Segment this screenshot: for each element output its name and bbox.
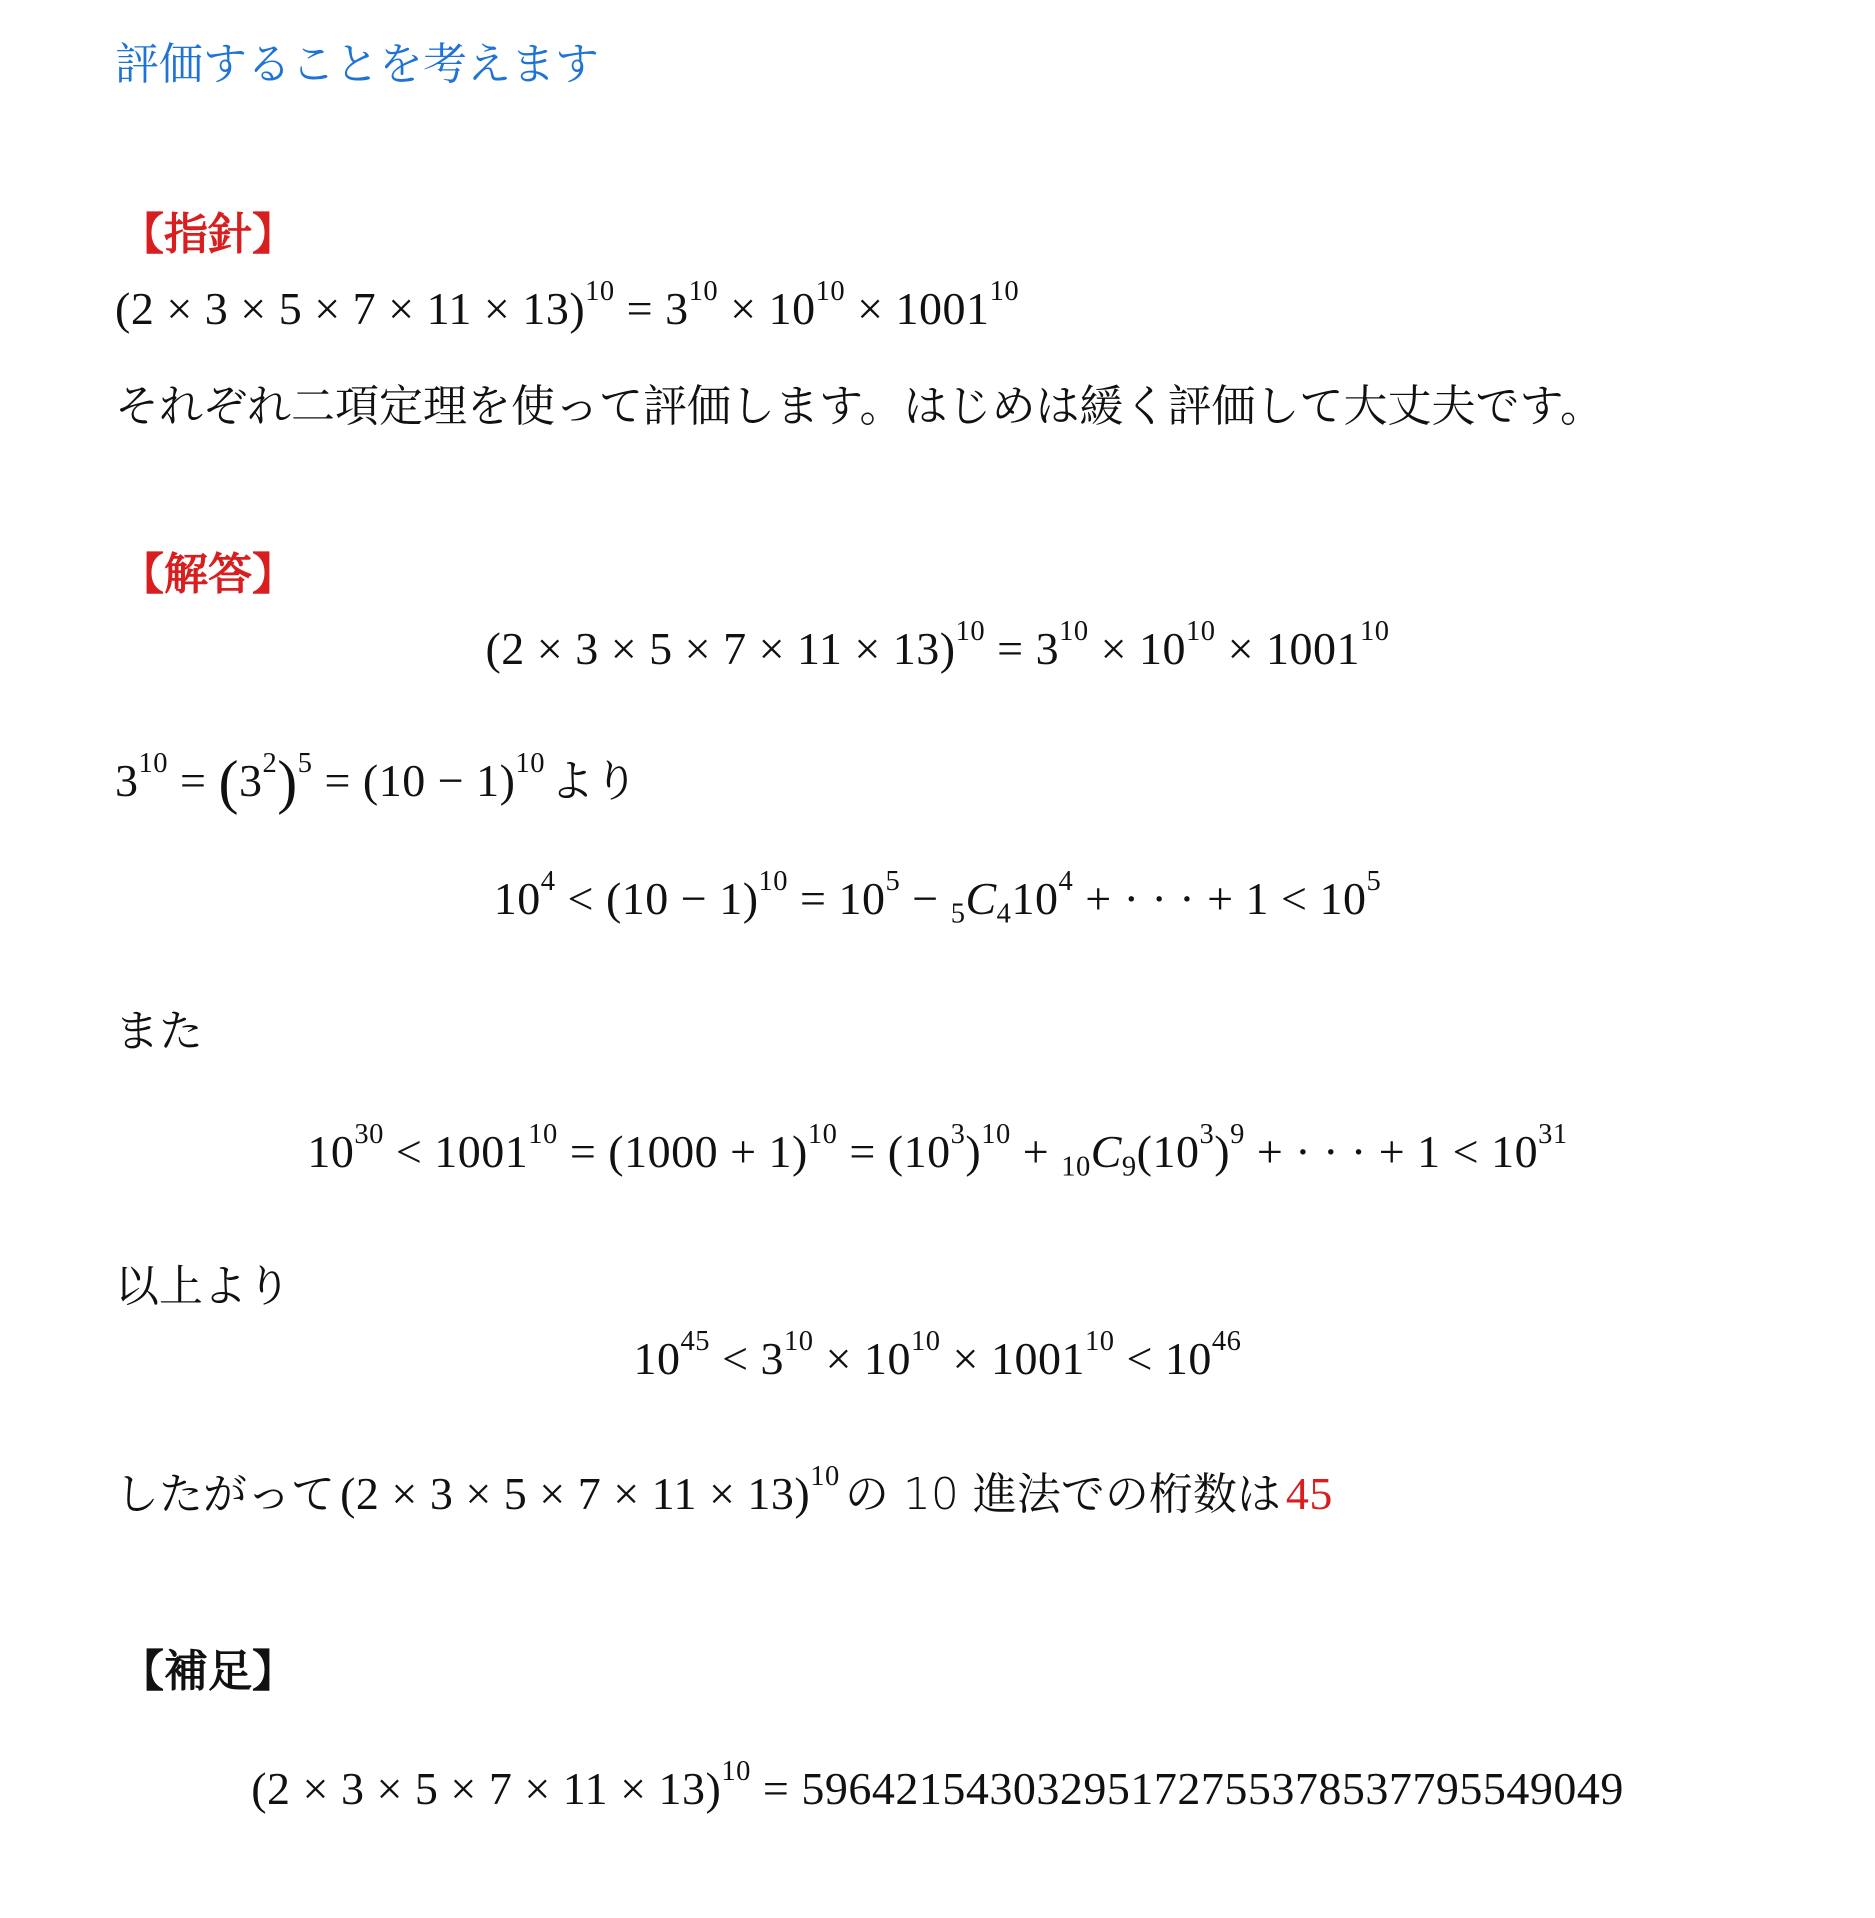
answer-value: 45 — [1285, 1468, 1333, 1519]
supplement-equation: $(2 \times 3 \times 5 \times 7 \times 11 \times 13)^{10} = 59642154303295172755378537795549049$ — [251, 1755, 1624, 1814]
conclusion-line — [115, 1458, 1333, 1522]
supplement-value: 59642154303295172755378537795549049 — [801, 1763, 1624, 1814]
yori-text: より — [550, 756, 639, 807]
answer-inequality-3: $10^{45} < 3^{10} \times 10^{10} \times 1001^{10} < 10^{46}$ — [633, 1325, 1242, 1384]
hint-heading: 【指針】 — [120, 209, 296, 260]
conclusion-expression: $(2 \times 3 \times 5 \times 7 \times 11 \times 13)^{10}$ — [340, 1460, 840, 1519]
conclusion-prefix: したがって — [115, 1469, 335, 1520]
answer-equation-1: $(2 \times 3 \times 5 \times 7 \times 11 \times 13)^{10} = 3^{10} \times 10^{10} \times 1001^{10}$ — [485, 615, 1390, 674]
ijou-text: 以上より — [115, 1261, 291, 1312]
conclusion-middle: の 10 進法での桁数は — [844, 1469, 1281, 1520]
power-expression: $3^{10} = (3^2)^5 = (10 - 1)^{10}$ — [115, 747, 546, 815]
answer-line-power — [115, 745, 639, 815]
hint-equation: $(2 \times 3 \times 5 \times 7 \times 11 \times 13)^{10} = 3^{10} \times 10^{10} \times 1001^{10}$ — [115, 275, 1020, 334]
answer-inequality-1: $10^4 < (10 - 1)^{10} = 10^5 - _5C_410^4$ + · · · + $1 < 10^5$ — [493, 865, 1382, 930]
answer-inequality-2: $10^{30} < 1001^{10} = (1000 + 1)^{10} = (10^3)^{10} + _{10}C_9(10^3)^9$ + · · · + $1 < 10^{31}$ — [307, 1118, 1568, 1183]
answer-heading: 【解答】 — [120, 549, 296, 600]
supplement-heading: 【補足】 — [120, 1646, 296, 1697]
hint-text: それぞれ二項定理を使って評価します。はじめは緩く評価して大丈夫です。 — [115, 381, 1604, 432]
mata-text: また — [115, 1006, 203, 1057]
evaluate-link[interactable]: 評価することを考えます — [115, 39, 599, 90]
